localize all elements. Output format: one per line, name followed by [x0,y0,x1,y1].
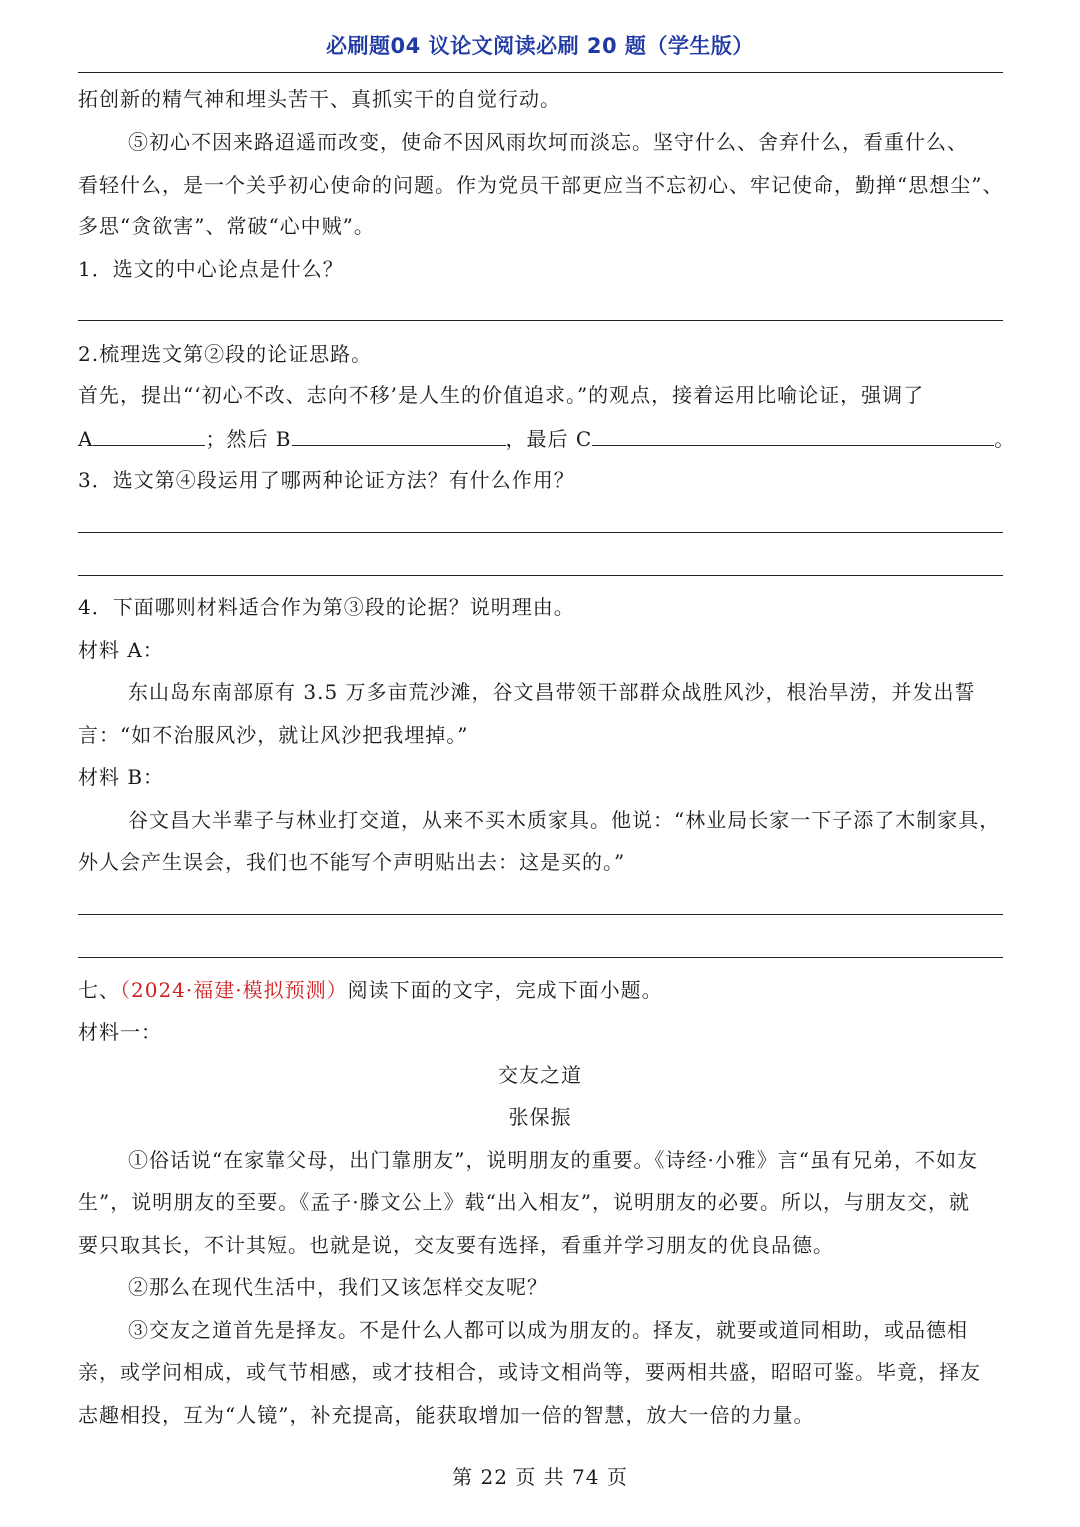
article-title: 交友之道 [498,1063,582,1087]
question-2: 2.梳理选文第②段的论证思路。 [78,342,373,366]
question-3: 3．选文第④段运用了哪两种论证方法？有什么作用？ [78,468,575,492]
section-instruction: 阅读下面的文字，完成下面小题。 [347,978,663,1002]
header-divider [78,72,1003,73]
answer-line[interactable] [78,575,1003,576]
fill-blank-a[interactable] [93,423,205,446]
article-paragraph-2: ②那么在现代生活中，我们又该怎样交友呢？ [128,1275,548,1299]
article-paragraph-1: ①俗话说“在家靠父母，出门靠朋友”，说明朋友的重要。《诗经·小雅》言“虽有兄弟，不如友 [128,1148,979,1172]
passage-line: 看轻什么，是一个关乎初心使命的问题。作为党员干部更应当不忘初心、牢记使命，勤掸“思想尘”、 [78,173,1004,197]
source-tag: （2024·福建·模拟预测） [120,978,348,1002]
section-number: 七、 [78,978,120,1002]
section-7-heading [78,975,1003,1005]
passage-line: 多思“贪欲害”、常破“心中贼”。 [78,214,375,238]
answer-line[interactable] [78,532,1003,533]
question-2-text: 首先，提出“‘初心不改、志向不移’是人生的价值追求。”的观点，接着运用比喻论证，强调了 [78,383,925,407]
answer-line[interactable] [78,914,1003,915]
blank-label-b: ；然后 B [205,427,292,451]
fill-blank-c[interactable] [592,423,994,446]
passage-paragraph-5: ⑤初心不因来路迢遥而改变，使命不因风雨坎坷而淡忘。坚守什么、舍弃什么，看重什么、 [128,130,968,154]
passage-line: 拓创新的精气神和埋头苦干、真抓实干的自觉行动。 [78,87,561,111]
article-paragraph-3: ③交友之道首先是择友。不是什么人都可以成为朋友的。择友，就要或道同相助，或品德相 [128,1318,968,1342]
question-1: 1．选文的中心论点是什么？ [78,257,344,281]
material-a-text: 东山岛东南部原有 3.5 万多亩荒沙滩，谷文昌带领干部群众战胜风沙，根治旱涝，并发出誓 [128,680,976,704]
question-4: 4．下面哪则材料适合作为第③段的论据？说明理由。 [78,595,575,619]
blank-label-c: ，最后 C [505,427,593,451]
article-line: 亲，或学问相成，或气节相感，或才技相合，或诗文相尚等，要两相共盛，昭昭可鉴。毕竟，择友 [78,1360,981,1384]
blank-end-punct: 。 [994,427,1016,451]
fill-blank-b[interactable] [292,423,506,446]
answer-line[interactable] [78,957,1003,958]
page-header-title: 必刷题04 议论文阅读必刷 20 题（学生版） [326,34,754,58]
article-line: 要只取其长，不计其短。也就是说，交友要有选择，看重并学习朋友的优良品德。 [78,1233,834,1257]
material-b-label: 材料 B： [78,765,165,789]
material-1-label: 材料一： [78,1020,162,1044]
question-2-blanks [78,423,1016,454]
material-a-label: 材料 A： [78,638,164,662]
material-b-text: 谷文昌大半辈子与林业打交道，从来不买木质家具。他说：“林业局长家一下子添了木制家具， [128,808,1001,832]
article-line: 志趣相投，互为“人镜”，补充提高，能获取增加一倍的智慧，放大一倍的力量。 [78,1403,815,1427]
material-b-text: 外人会产生误会，我们也不能写个声明贴出去：这是买的。” [78,850,626,874]
answer-line[interactable] [78,320,1003,321]
blank-label-a: A [78,427,94,451]
article-line: 生”，说明朋友的至要。《孟子·滕文公上》载“出入相友”，说明朋友的必要。所以，与朋友交，就 [78,1190,971,1214]
article-author: 张保振 [508,1105,572,1129]
page-number: 第 22 页 共 74 页 [452,1465,628,1489]
material-a-text: 言：“如不治服风沙，就让风沙把我埋掉。” [78,723,469,747]
